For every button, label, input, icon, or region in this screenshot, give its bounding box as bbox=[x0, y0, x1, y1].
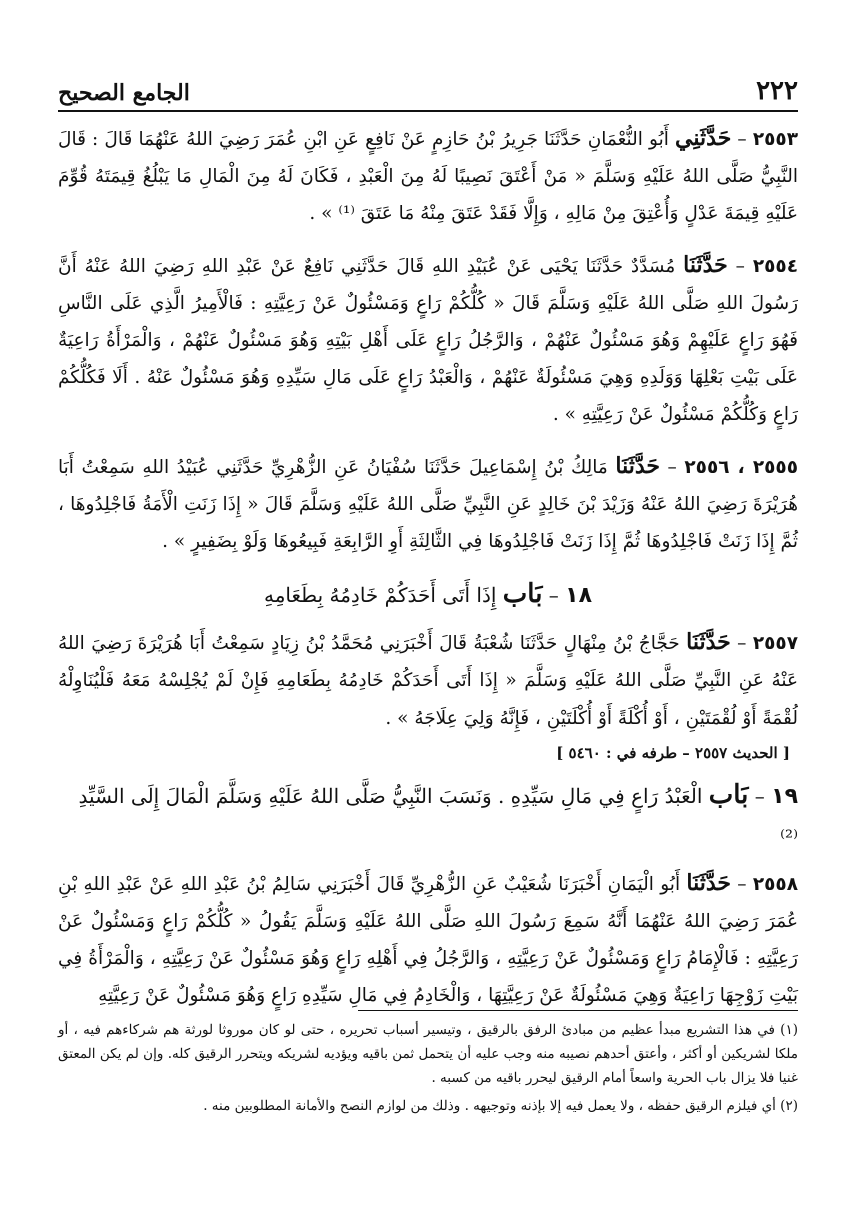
chapter-number: ١٩ bbox=[771, 783, 798, 809]
chapter-title: إِذَا أَتَى أَحَدَكُمْ خَادِمُهُ بِطَعَامِهِ bbox=[263, 583, 497, 608]
chapter-word: بَاب bbox=[502, 579, 543, 610]
chapter-heading-18: ١٨ – بَاب إِذَا أَتَى أَحَدَكُمْ خَادِمُهُ بِطَعَامِهِ bbox=[263, 579, 593, 610]
hadith-text: مُسَدَّدٌ حَدَّثَنَا يَحْيَى عَنْ عُبَيْدِ اللهِ قَالَ حَدَّثَنِي نَافِعٌ عَنْ عَبْدِ اللهِ رَضِيَ اللهُ عَنْهُ أَنَّ رَسُولَ اللهِ صَلَّى اللهُ عَلَيْهِ وَسَلَّمَ قَالَ « كُلُّكُمْ رَاعٍ وَمَسْئُولٌ عَنْ رَعِيَّتِهِ : فَالْأَمِيرُ الَّذِي عَلَى النَّاسِ فَهُوَ رَاعٍ عَلَيْهِمْ وَهُوَ مَسْئُولٌ عَنْهُمْ ، وَالرَّجُلُ رَاعٍ عَلَى أَهْلِ بَيْتِهِ وَهُوَ مَسْئُولٌ عَنْهُمْ ، وَالْمَرْأَةُ رَاعِيَةٌ عَلَى بَيْتِ بَعْلِهَا وَوَلَدِهِ وَهِيَ مَسْئُولَةٌ عَنْهُمْ ، وَالْعَبْدُ رَاعٍ عَلَى مَالِ سَيِّدِهِ وَهُوَ مَسْئُولٌ عَنْهُ . أَلَا فَكُلُّكُمْ رَاعٍ وَكُلُّكُمْ مَسْئُولٌ عَنْ رَعِيَّتِهِ » . bbox=[58, 255, 798, 426]
cross-reference-text: [ الحديث ٢٥٥٧ – طرفه في : ٥٤٦٠ ] bbox=[556, 743, 790, 762]
narration-lead: حَدَّثَنَا bbox=[683, 251, 728, 278]
hadith-2558: ٢٥٥٨ – حَدَّثَنَا أَبُو الْيَمَانِ أَخْبَرَنَا شُعَيْبٌ عَنِ الزُّهْرِيِّ قَالَ أَخْبَرَنِي سَالِمُ بْنُ عَبْدِ اللهِ عَنْ عَبْدِ اللهِ بْنِ عُمَرَ رَضِيَ اللهُ عَنْهُمَا أَنَّهُ سَمِعَ رَسُولَ اللهِ صَلَّى اللهُ عَلَيْهِ وَسَلَّمَ يَقُولُ « كُلُّكُمْ رَاعٍ وَمَسْئُولٌ عَنْ رَعِيَّتِهِ : فَالْإِمَامُ رَاعٍ وَمَسْئُولٌ عَنْ رَعِيَّتِهِ ، وَالرَّجُلُ فِي أَهْلِهِ رَاعٍ وَهُوَ مَسْئُولٌ عَنْ رَعِيَّتِهِ ، وَالْمَرْأَةُ فِي بَيْتِ زَوْجِهَا رَاعِيَةٌ وَهِيَ مَسْئُولَةٌ عَنْ رَعِيَّتِهَا ، وَالْخَادِمُ فِي مَالِ سَيِّدِهِ رَاعٍ وَهُوَ مَسْئُولٌ عَنْ رَعِيَّتِهِ bbox=[58, 869, 799, 1007]
hadith-number: ٢٥٥٧ bbox=[752, 633, 799, 655]
chapter-heading-19: ١٩ – بَاب الْعَبْدُ رَاعٍ فِي مَالِ سَيِّدِهِ . وَنَسَبَ النَّبِيُّ صَلَّى اللهُ عَلَيْهِ وَسَلَّمَ الْمَالَ إِلَى السَّيِّدِ ⁽²⁾ bbox=[78, 779, 798, 849]
chapter-title: الْعَبْدُ رَاعٍ فِي مَالِ سَيِّدِهِ . وَنَسَبَ النَّبِيُّ صَلَّى اللهُ عَلَيْهِ وَسَلَّمَ الْمَالَ إِلَى السَّيِّدِ ⁽²⁾ bbox=[78, 783, 798, 849]
footnote-2: (٢) أي فيلزم الرقيق حفظه ، ولا يعمل فيه إلا بإذنه وتوجيهه . وذلك من لوازم النصح والأمانة المطلوبين منه . bbox=[203, 1098, 798, 1114]
hadith-number: ٢٥٥٥ ، ٢٥٥٦ bbox=[684, 456, 798, 478]
footnote-rule bbox=[358, 1010, 798, 1011]
narration-lead: حَدَّثَنِي bbox=[675, 125, 732, 151]
hadith-2555-2556: ٢٥٥٥ ، ٢٥٥٦ – حَدَّثَنَا مَالِكُ بْنُ إِسْمَاعِيلَ حَدَّثَنَا سُفْيَانُ عَنِ الزُّهْرِيِّ حَدَّثَنِي عُبَيْدُ اللهِ سَمِعْتُ أَبَا هُرَيْرَةَ رَضِيَ اللهُ عَنْهُ وَزَيْدَ بْنَ خَالِدٍ عَنِ النَّبِيِّ صَلَّى اللهُ عَلَيْهِ وَسَلَّمَ قَالَ « إِذَا زَنَتِ الْأَمَةُ فَاجْلِدُوهَا ، ثُمَّ إِذَا زَنَتْ فَاجْلِدُوهَا ثُمَّ إِذَا زَنَتْ فَاجْلِدُوهَا فِي الثَّالِثَةِ أَوِ الرَّابِعَةِ فَبِيعُوهَا وَلَوْ بِضَفِيرٍ » . bbox=[58, 452, 798, 553]
narration-lead: حَدَّثَنَا bbox=[686, 629, 731, 656]
hadith-2557: ٢٥٥٧ – حَدَّثَنَا حَجَّاجُ بْنُ مِنْهَالٍ حَدَّثَنَا شُعْبَةُ قَالَ أَخْبَرَنِي مُحَمَّدُ بْنُ زِيَادٍ سَمِعْتُ أَبَا هُرَيْرَةَ رَضِيَ اللهُ عَنْهُ عَنِ النَّبِيِّ صَلَّى اللهُ عَلَيْهِ وَسَلَّمَ « إِذَا أَتَى أَحَدَكُمْ خَادِمُهُ بِطَعَامِهِ فَإِنْ لَمْ يُجْلِسْهُ مَعَهُ فَلْيُنَاوِلْهُ لُقْمَةً أَوْ لُقْمَتَيْنِ ، أَوْ أُكْلَةً أَوْ أُكْلَتَيْنِ ، فَإِنَّهُ وَلِيَ عِلَاجَهُ » . bbox=[58, 629, 799, 729]
footnote-1: (١) في هذا التشريع مبدأ عظيم من مبادئ الرفق بالرقيق ، وتيسير أسباب تحريره ، حتى لو كان موروثا لورثة هم شركاءهم فيه ، أو ملكا لشريكين أو أكثر ، وأعتق أحدهم نصيبه منه وجب عليه أن يتحمل ثمن باقيه ويؤديه لشريكه ويتحرر الرقيق كله. وإن لم يكن المعتق غنيا فلا يزال باب الحرية واسعاً أمام الرقيق ليحرر باقيه من كسبه . bbox=[58, 1022, 798, 1086]
page-header bbox=[58, 66, 798, 106]
hadith-number: ٢٥٥٤ bbox=[752, 255, 798, 277]
chapter-word: بَاب bbox=[708, 779, 749, 810]
hadith-text: مَالِكُ بْنُ إِسْمَاعِيلَ حَدَّثَنَا سُفْيَانُ عَنِ الزُّهْرِيِّ حَدَّثَنِي عُبَيْدُ اللهِ سَمِعْتُ أَبَا هُرَيْرَةَ رَضِيَ اللهُ عَنْهُ وَزَيْدَ بْنَ خَالِدٍ عَنِ النَّبِيِّ صَلَّى اللهُ عَلَيْهِ وَسَلَّمَ قَالَ « إِذَا زَنَتِ الْأَمَةُ فَاجْلِدُوهَا ، ثُمَّ إِذَا زَنَتْ فَاجْلِدُوهَا ثُمَّ إِذَا زَنَتْ فَاجْلِدُوهَا فِي الثَّالِثَةِ أَوِ الرَّابِعَةِ فَبِيعُوهَا وَلَوْ بِضَفِيرٍ » . bbox=[58, 456, 798, 553]
narration-lead: حَدَّثَنَا bbox=[686, 869, 732, 896]
hadith-text: أَبُو الْيَمَانِ أَخْبَرَنَا شُعَيْبٌ عَنِ الزُّهْرِيِّ قَالَ أَخْبَرَنِي سَالِمُ بْنُ عَبْدِ اللهِ عَنْ عَبْدِ اللهِ بْنِ عُمَرَ رَضِيَ اللهُ عَنْهُمَا أَنَّهُ سَمِعَ رَسُولَ اللهِ صَلَّى اللهُ عَلَيْهِ وَسَلَّمَ يَقُولُ « كُلُّكُمْ رَاعٍ وَمَسْئُولٌ عَنْ رَعِيَّتِهِ : فَالْإِمَامُ رَاعٍ وَمَسْئُولٌ عَنْ رَعِيَّتِهِ ، وَالرَّجُلُ فِي أَهْلِهِ رَاعٍ وَهُوَ مَسْئُولٌ عَنْ رَعِيَّتِهِ ، وَالْمَرْأَةُ فِي بَيْتِ زَوْجِهَا رَاعِيَةٌ وَهِيَ مَسْئُولَةٌ عَنْ رَعِيَّتِهَا ، وَالْخَادِمُ فِي مَالِ سَيِّدِهِ رَاعٍ وَهُوَ مَسْئُولٌ عَنْ رَعِيَّتِهِ bbox=[58, 873, 798, 1007]
hadith-number: ٢٥٥٨ bbox=[752, 873, 799, 895]
hadith-text: حَجَّاجُ بْنُ مِنْهَالٍ حَدَّثَنَا شُعْبَةُ قَالَ أَخْبَرَنِي مُحَمَّدُ بْنُ زِيَادٍ سَمِعْتُ أَبَا هُرَيْرَةَ رَضِيَ اللهُ عَنْهُ عَنِ النَّبِيِّ صَلَّى اللهُ عَلَيْهِ وَسَلَّمَ « إِذَا أَتَى أَحَدَكُمْ خَادِمُهُ بِطَعَامِهِ فَإِنْ لَمْ يُجْلِسْهُ مَعَهُ فَلْيُنَاوِلْهُ لُقْمَةً أَوْ لُقْمَتَيْنِ ، أَوْ أُكْلَةً أَوْ أُكْلَتَيْنِ ، فَإِنَّهُ وَلِيَ عِلَاجَهُ » . bbox=[58, 633, 798, 729]
hadith-text: أَبُو النُّعْمَانِ حَدَّثَنَا جَرِيرُ بْنُ حَازِمٍ عَنْ نَافِعٍ عَنِ ابْنِ عُمَرَ رَضِيَ اللهُ عَنْهُمَا قَالَ : قَالَ النَّبِيُّ صَلَّى اللهُ عَلَيْهِ وَسَلَّمَ « مَنْ أَعْتَقَ نَصِيبًا لَهُ مِنَ الْعَبْدِ ، فَكَانَ لَهُ مِنَ الْمَالِ مَا يَبْلُغُ قِيمَتَهُ قُوِّمَ عَلَيْهِ قِيمَةَ عَدْلٍ وَأُعْتِقَ مِنْ مَالِهِ ، وَإِلَّا فَقَدْ عَتَقَ مِنْهُ مَا عَتَقَ ⁽¹⁾ » . bbox=[58, 129, 798, 225]
cross-reference bbox=[58, 739, 798, 767]
main-text bbox=[58, 120, 798, 1029]
hadith-2554: ٢٥٥٤ – حَدَّثَنَا مُسَدَّدٌ حَدَّثَنَا يَحْيَى عَنْ عُبَيْدِ اللهِ قَالَ حَدَّثَنِي نَافِعٌ عَنْ عَبْدِ اللهِ رَضِيَ اللهُ عَنْهُ أَنَّ رَسُولَ اللهِ صَلَّى اللهُ عَلَيْهِ وَسَلَّمَ قَالَ « كُلُّكُمْ رَاعٍ وَمَسْئُولٌ عَنْ رَعِيَّتِهِ : فَالْأَمِيرُ الَّذِي عَلَى النَّاسِ فَهُوَ رَاعٍ عَلَيْهِمْ وَهُوَ مَسْئُولٌ عَنْهُمْ ، وَالرَّجُلُ رَاعٍ عَلَى أَهْلِ بَيْتِهِ وَهُوَ مَسْئُولٌ عَنْهُمْ ، وَالْمَرْأَةُ رَاعِيَةٌ عَلَى بَيْتِ بَعْلِهَا وَوَلَدِهِ وَهِيَ مَسْئُولَةٌ عَنْهُمْ ، وَالْعَبْدُ رَاعٍ عَلَى مَالِ سَيِّدِهِ وَهُوَ مَسْئُولٌ عَنْهُ . أَلَا فَكُلُّكُمْ رَاعٍ وَكُلُّكُمْ مَسْئُولٌ عَنْ رَعِيَّتِهِ » . bbox=[58, 251, 798, 426]
page-number: ٢٢٢ bbox=[756, 76, 798, 106]
book-title: الجامع الصحيح bbox=[58, 80, 190, 106]
hadith-number: ٢٥٥٣ bbox=[752, 129, 798, 150]
hadith-2553: ٢٥٥٣ – حَدَّثَنِي أَبُو النُّعْمَانِ حَدَّثَنَا جَرِيرُ بْنُ حَازِمٍ عَنْ نَافِعٍ عَنِ ابْنِ عُمَرَ رَضِيَ اللهُ عَنْهُمَا قَالَ : قَالَ النَّبِيُّ صَلَّى اللهُ عَلَيْهِ وَسَلَّمَ « مَنْ أَعْتَقَ نَصِيبًا لَهُ مِنَ الْعَبْدِ ، فَكَانَ لَهُ مِنَ الْمَالِ مَا يَبْلُغُ قِيمَتَهُ قُوِّمَ عَلَيْهِ قِيمَةَ عَدْلٍ وَأُعْتِقَ مِنْ مَالِهِ ، وَإِلَّا فَقَدْ عَتَقَ مِنْهُ مَا عَتَقَ ⁽¹⁾ » . bbox=[58, 125, 798, 225]
header-rule bbox=[58, 110, 798, 112]
chapter-number: ١٨ bbox=[565, 583, 593, 609]
narration-lead: حَدَّثَنَا bbox=[615, 452, 660, 479]
footnotes bbox=[58, 1018, 798, 1122]
